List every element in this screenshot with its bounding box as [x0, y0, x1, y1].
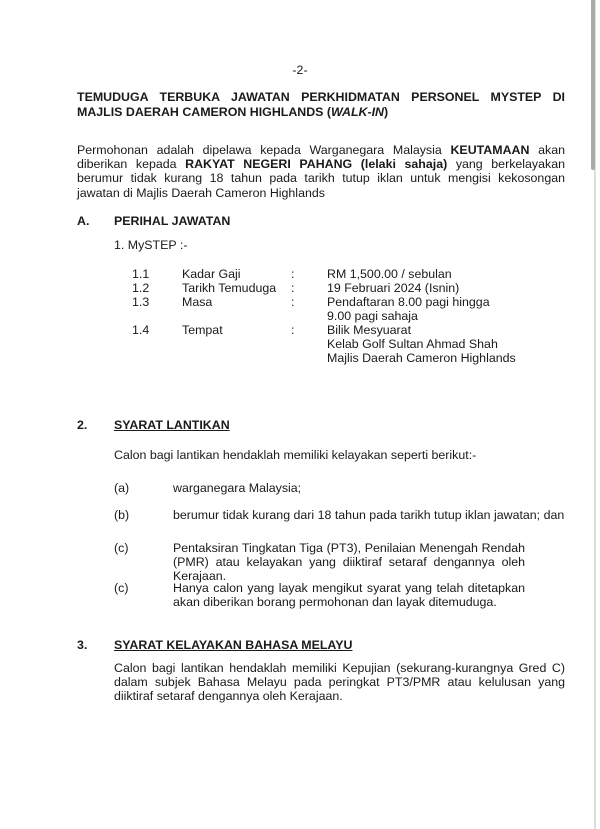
row-separator: :: [291, 323, 295, 337]
row-label: Tarikh Temuduga: [182, 281, 277, 295]
section-2-number: 2.: [77, 418, 88, 432]
section-3-number: 3.: [77, 638, 88, 652]
bold-text: RAKYAT NEGERI PAHANG (lelaki sahaja): [185, 157, 448, 172]
title-line-2: [77, 105, 565, 120]
section-3-title: SYARAT KELAYAKAN BAHASA MELAYU: [114, 638, 353, 652]
list-item-text: warganegara Malaysia;: [173, 481, 302, 495]
row-number: 1.3: [132, 295, 150, 309]
page-number: -2-: [292, 63, 308, 77]
row-value-line: 19 Februari 2024 (Isnin): [327, 281, 460, 295]
row-label: Tempat: [182, 323, 223, 337]
row-value: [327, 281, 459, 295]
list-item-text: berumur tidak kurang dari 18 tahun pada tarikh tutup iklan jawatan; dan: [173, 508, 565, 522]
list-item-text: Pentaksiran Tingkatan Tiga (PT3), Penilaian Menengah Rendah (PMR) atau kelayakan yang diiktiraf setaraf dengannya oleh Kerajaan.: [173, 541, 525, 584]
title-text: MAJLIS DAERAH CAMERON HIGHLANDS (: [77, 104, 332, 119]
row-number: 1.4: [132, 323, 150, 337]
list-marker: (b): [114, 508, 130, 522]
text: yang berkelayakan berumur tidak kurang 18 tahun pada tarikh tutup iklan untuk mengisi kekosongan jawatan di Majlis Daerah Cameron Highlands: [77, 157, 565, 200]
scrollbar-thumb[interactable]: [591, 0, 595, 170]
section-a-subtitle: 1. MySTEP :-: [114, 238, 188, 252]
row-value: [327, 267, 452, 281]
title-line-1: TEMUDUGA TERBUKA JAWATAN PERKHIDMATAN PERSONEL MYSTEP DI: [77, 90, 565, 104]
section-3-text: Calon bagi lantikan hendaklah memiliki Kepujian (sekurang-kurangnya Gred C) dalam subjek Bahasa Melayu pada peringkat PT3/PMR atau kelulusan yang diiktiraf setaraf dengannya oleh Kerajaan.: [114, 661, 565, 704]
row-value-line: 9.00 pagi sahaja: [327, 309, 418, 324]
row-value: [327, 295, 490, 323]
list-item-text: Hanya calon yang layak mengikut syarat yang telah ditetapkan akan diberikan borang permohonan dan layak ditemuduga.: [173, 581, 525, 610]
row-value-line: Majlis Daerah Cameron Highlands: [327, 351, 516, 366]
list-marker: (c): [114, 581, 129, 595]
section-2-title: SYARAT LANTIKAN: [114, 418, 230, 432]
document-title: [77, 90, 565, 119]
row-value: [327, 323, 516, 366]
row-number: 1.2: [132, 281, 150, 295]
row-separator: :: [291, 281, 295, 295]
row-separator: :: [291, 295, 295, 309]
row-value-line: RM 1,500.00 / sebulan: [327, 267, 452, 281]
intro-paragraph: [77, 143, 565, 200]
title-italic: WALK-IN: [331, 104, 385, 119]
title-text: ): [384, 104, 389, 119]
row-number: 1.1: [132, 267, 150, 281]
text: Permohonan adalah dipelawa kepada Warganegara Malaysia: [77, 143, 451, 157]
row-separator: :: [291, 267, 295, 281]
section-2-intro: Calon bagi lantikan hendaklah memiliki kelayakan seperti berikut:-: [114, 448, 477, 462]
row-value-line: Pendaftaran 8.00 pagi hingga: [327, 295, 490, 309]
row-label: Masa: [182, 295, 213, 309]
row-value-line: Kelab Golf Sultan Ahmad Shah: [327, 337, 498, 352]
row-value-line: Bilik Mesyuarat: [327, 323, 412, 337]
row-label: Kadar Gaji: [182, 267, 241, 281]
section-a-title: PERIHAL JAWATAN: [114, 214, 231, 228]
list-marker: (c): [114, 541, 129, 555]
list-marker: (a): [114, 481, 130, 495]
section-a-number: A.: [77, 214, 90, 228]
text: akan diberikan kepada: [77, 143, 565, 172]
bold-text: KEUTAMAAN: [450, 143, 530, 157]
